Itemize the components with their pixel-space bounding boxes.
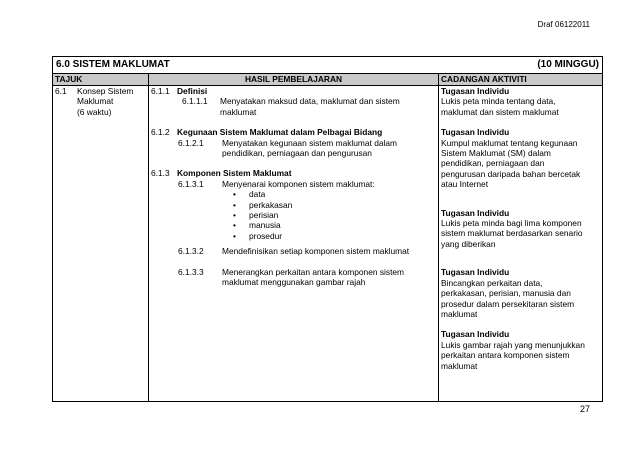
activity-line: Lukis gambar rajah yang menunjukkan — [441, 339, 585, 350]
page-number: 27 — [579, 404, 590, 414]
outcome-item-text: Menyatakan maksud data, maklumat dan sistem — [220, 96, 400, 107]
activity-line: pengurusan daripada bahan bercetak — [441, 168, 581, 179]
topic-num: 6.1 — [55, 86, 67, 96]
activity-line: sistem maklumat berdasarkan senario — [441, 228, 583, 239]
activity-block — [441, 86, 600, 117]
outcome-item-text: Menyenarai komponen sistem maklumat: — [222, 178, 375, 189]
activity-line: yang diberikan — [441, 238, 496, 249]
outcome-num: 6.1.2 — [151, 127, 170, 138]
syllabus-table — [52, 56, 603, 402]
outcome-heading: Komponen Sistem Maklumat — [177, 168, 292, 179]
list-item: • perisian — [233, 210, 436, 220]
list-item: • perkakasan — [233, 200, 436, 210]
activity-title: Tugasan Individu — [441, 267, 510, 278]
col-header-tajuk: TAJUK — [53, 74, 149, 86]
topic-cell — [53, 86, 149, 402]
outcome-item-text: Menyatakan kegunaan sistem maklumat dalam — [222, 137, 398, 148]
section-title: 6.0 SISTEM MAKLUMAT — [56, 59, 170, 70]
activity-title: Tugasan Individu — [441, 127, 510, 138]
activity-title: Tugasan Individu — [441, 207, 510, 218]
section-title-cell — [53, 57, 603, 74]
section-weeks: (10 MINGGU) — [537, 59, 599, 70]
activity-line: perkaitan antara komponen sistem — [441, 350, 570, 361]
activity-line: maklumat — [441, 308, 478, 319]
activity-line: Sistem Maklumat (SM) dalam — [441, 148, 551, 159]
activity-title: Tugasan Individu — [441, 86, 510, 96]
activity-line: Lukis peta minda tentang data, — [441, 96, 556, 107]
outcome-num: 6.1.3 — [151, 168, 170, 179]
component-list — [151, 189, 436, 241]
activity-block — [441, 329, 600, 371]
draft-label: Draf 06122011 — [537, 20, 590, 29]
activity-line: Bincangkan perkaitan data, — [441, 277, 543, 288]
outcome-item-text: Mendefinisikan setiap komponen sistem maklumat — [222, 246, 410, 257]
outcome-heading: Kegunaan Sistem Maklumat dalam Pelbagai Bidang — [177, 127, 383, 138]
activity-line: pendidikan, perniagaan dan — [441, 158, 545, 169]
outcome-item-num: 6.1.3.3 — [178, 266, 204, 277]
outcome-item-text: maklumat — [220, 106, 257, 117]
activity-line: prosedur dalam persekitaran sistem — [441, 298, 575, 309]
activity-block — [441, 127, 600, 189]
outcome-item-num: 6.1.1.1 — [182, 96, 208, 107]
outcome-item-text: maklumat menggunakan gambar rajah — [222, 277, 366, 288]
outcome-item-num: 6.1.3.1 — [178, 178, 204, 189]
outcome-num: 6.1.1 — [151, 86, 170, 96]
activity-block — [441, 267, 600, 319]
activity-line: Kumpul maklumat tentang kegunaan — [441, 137, 578, 148]
activity-line: Lukis peta minda bagi lima komponen — [441, 218, 582, 229]
activity-block — [441, 208, 600, 250]
activity-line: atau Internet — [441, 179, 489, 190]
activity-line: maklumat dan sistem maklumat — [441, 106, 559, 117]
col-header-hasil: HASIL PEMBELAJARAN — [149, 74, 439, 86]
outcome-heading: Definisi — [177, 86, 208, 96]
list-item: • manusia — [233, 220, 436, 230]
activity-line: maklumat — [441, 360, 478, 371]
outcome-item-num: 6.1.2.1 — [178, 137, 204, 148]
activity-title: Tugasan Individu — [441, 329, 510, 340]
col-header-aktiviti: CADANGAN AKTIVITI — [439, 74, 603, 86]
activities-cell — [439, 86, 603, 402]
topic-line: Konsep Sistem — [77, 86, 134, 96]
outcome-item-num: 6.1.3.2 — [178, 246, 204, 257]
outcome-item-text: Menerangkan perkaitan antara komponen sistem — [222, 266, 405, 277]
list-item: • data — [233, 189, 436, 199]
topic-hours: (6 waktu) — [77, 106, 112, 117]
topic-line: Maklumat — [77, 96, 114, 107]
table-row — [53, 86, 603, 402]
outcomes-cell — [149, 86, 439, 402]
list-item: • prosedur — [233, 231, 436, 241]
table-header — [53, 74, 603, 86]
activity-line: perkakasan, perisian, manusia dan — [441, 288, 571, 299]
outcome-item-text: pendidikan, perniagaan dan pengurusan — [222, 148, 372, 159]
